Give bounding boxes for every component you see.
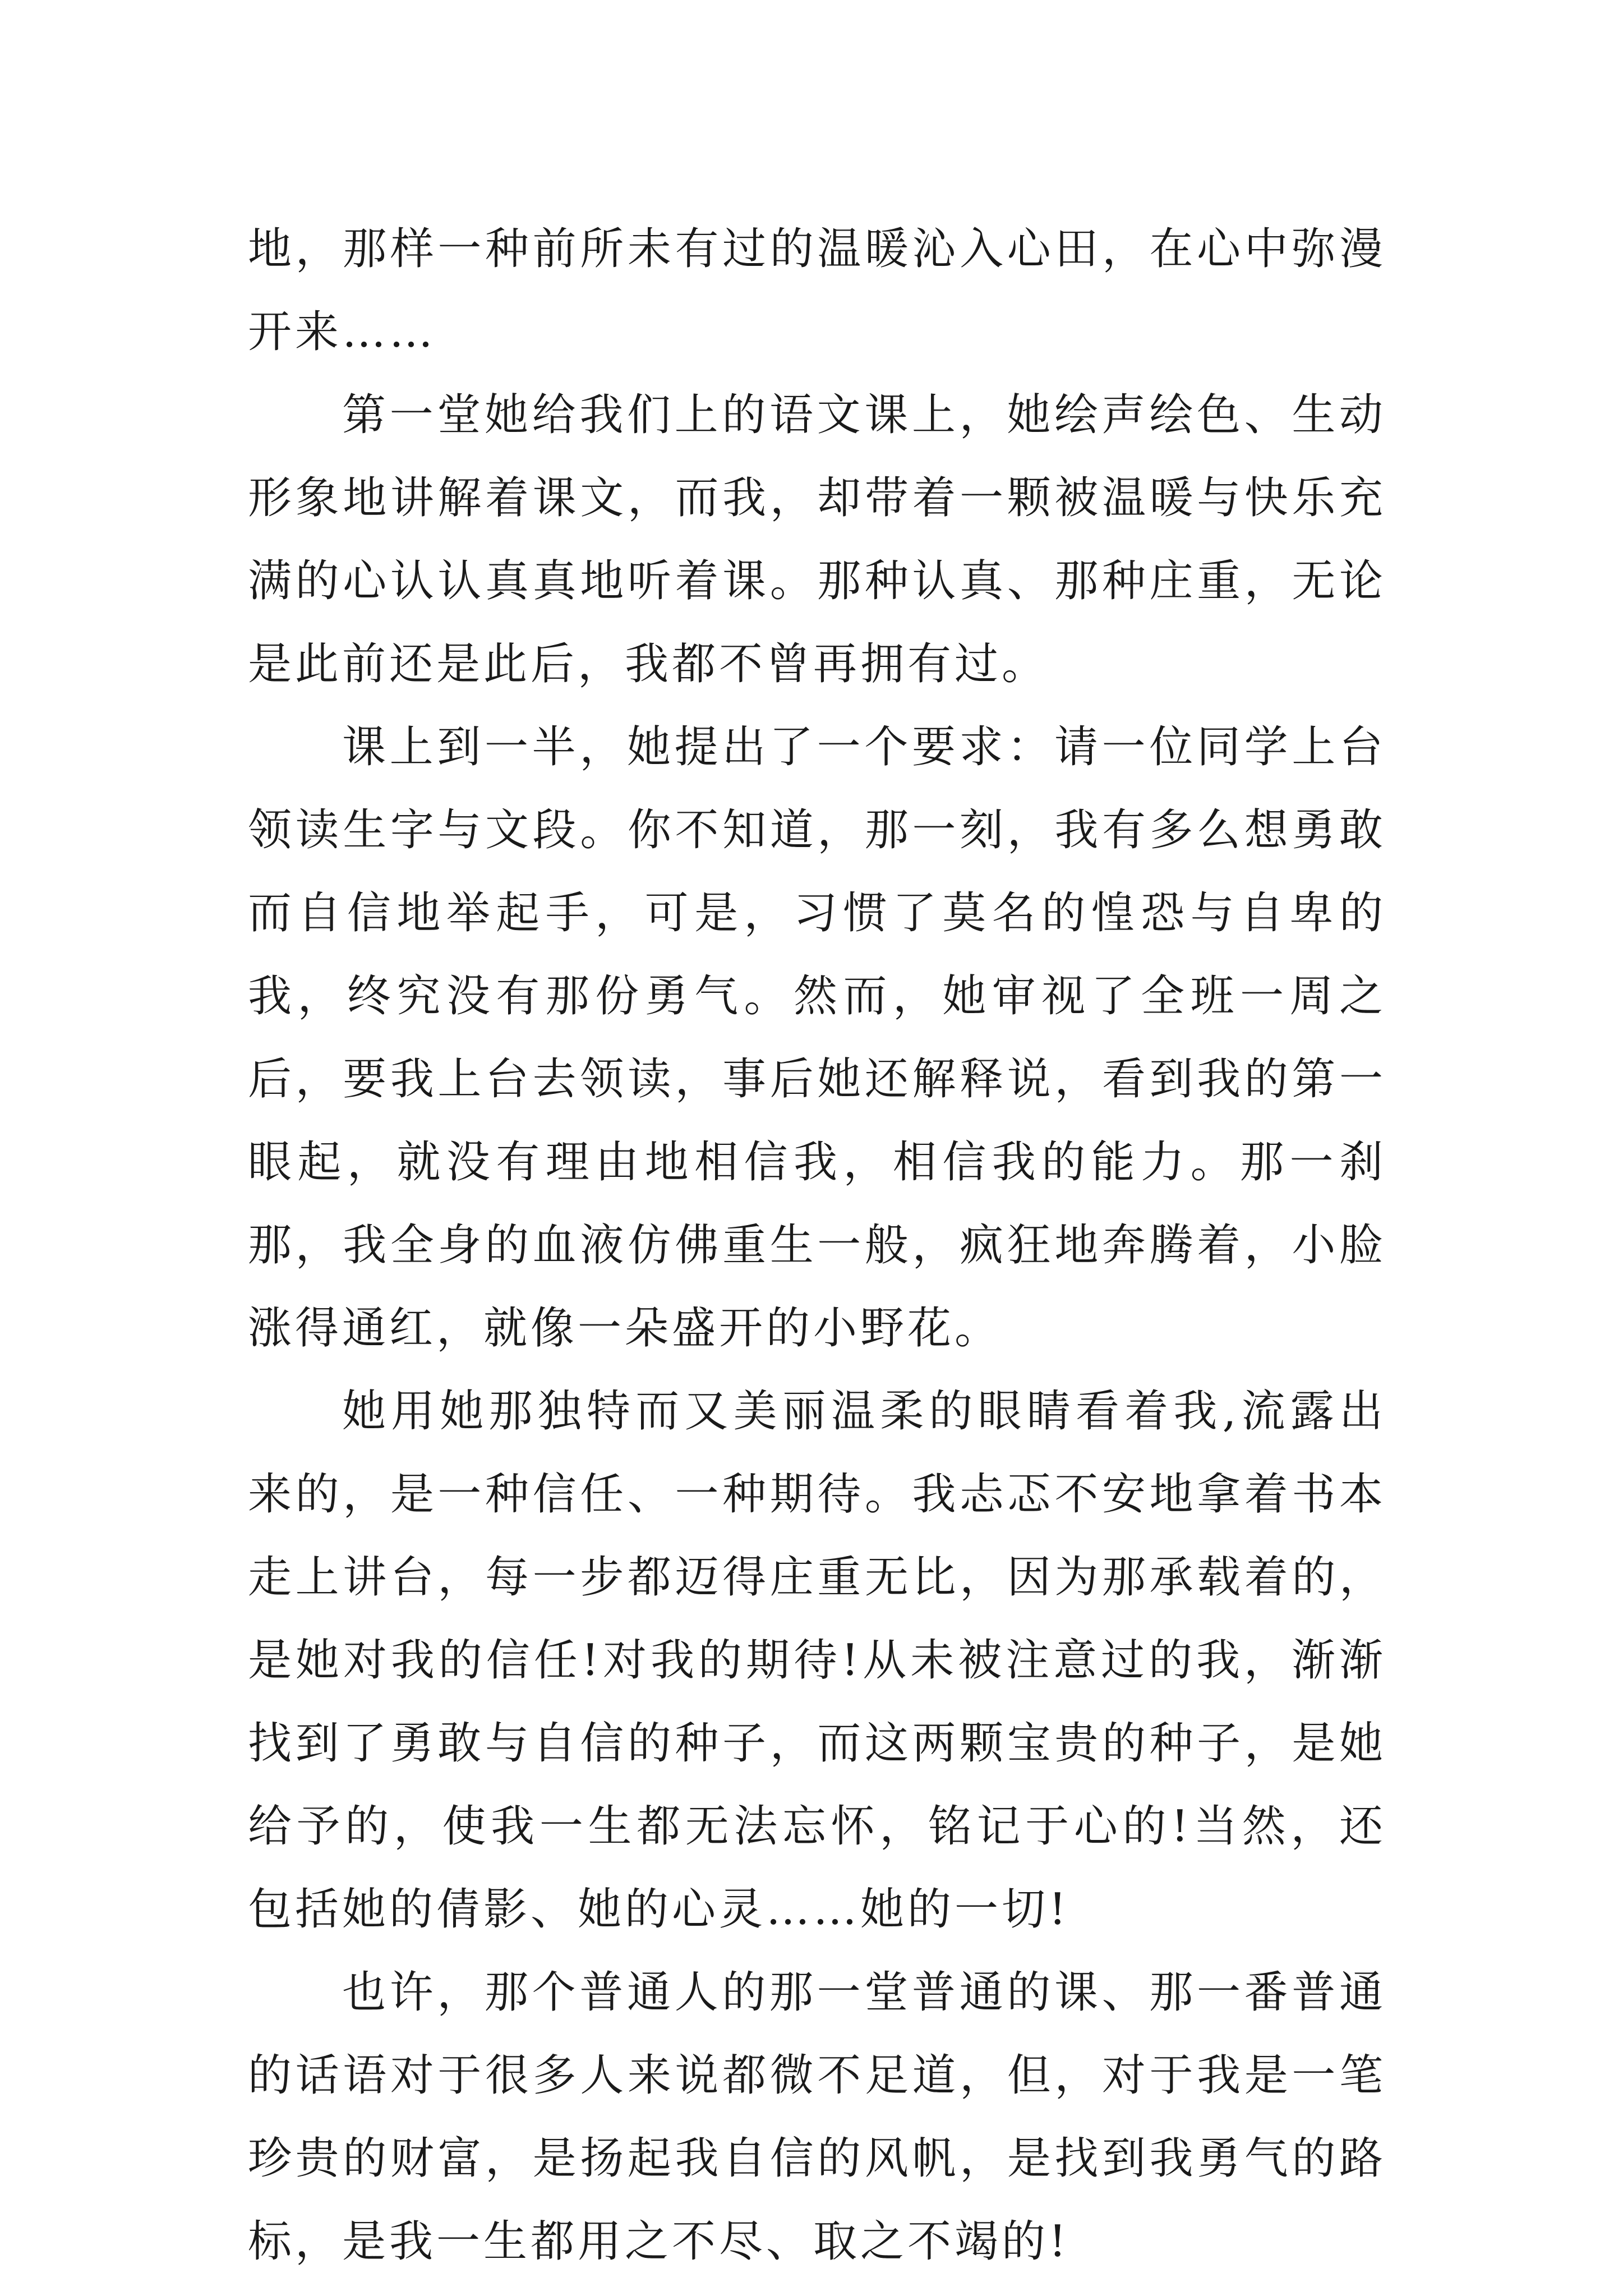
paragraph-1: 地，那样一种前所未有过的温暖沁入心田，在心中弥漫开来…… (248, 224, 1386, 357)
paragraph-4: 她用她那独特而又美丽温柔的眼睛看着我,流露出来的，是一种信任、一种期待。我忐忑不安地拿着书本走上讲台，每一步都迈得庄重无比，因为那承载着的，是她对我的信任!对我的期待!从未被注意过的我，渐渐找到了勇敢与自信的种子，而这两颗宝贵的种子，是她给予的，使我一生都无法忘怀，铭记于心的!当然，还包括她的倩影、她的心灵……她的一切! (248, 1386, 1386, 1935)
paragraph-5: 也许，那个普通人的那一堂普通的课、那一番普通的话语对于很多人来说都微不足道，但，对于我是一笔珍贵的财富，是扬起我自信的风帆，是找到我勇气的路标，是我一生都用之不尽、取之不竭的! (248, 1967, 1386, 2267)
body-text (248, 208, 1386, 2283)
paragraph-2: 第一堂她给我们上的语文课上，她绘声绘色、生动形象地讲解着课文，而我，却带着一颗被温暖与快乐充满的心认认真真地听着课。那种认真、那种庄重，无论是此前还是此后，我都不曾再拥有过。 (248, 390, 1386, 689)
paragraph-3: 课上到一半，她提出了一个要求：请一位同学上台领读生字与文段。你不知道，那一刻，我有多么想勇敢而自信地举起手，可是，习惯了莫名的惶恐与自卑的我，终究没有那份勇气。然而，她审视了全班一周之后，要我上台去领读，事后她还解释说，看到我的第一眼起，就没有理由地相信我，相信我的能力。那一刹那，我全身的血液仿佛重生一般，疯狂地奔腾着，小脸涨得通红，就像一朵盛开的小野花。 (248, 722, 1386, 1354)
